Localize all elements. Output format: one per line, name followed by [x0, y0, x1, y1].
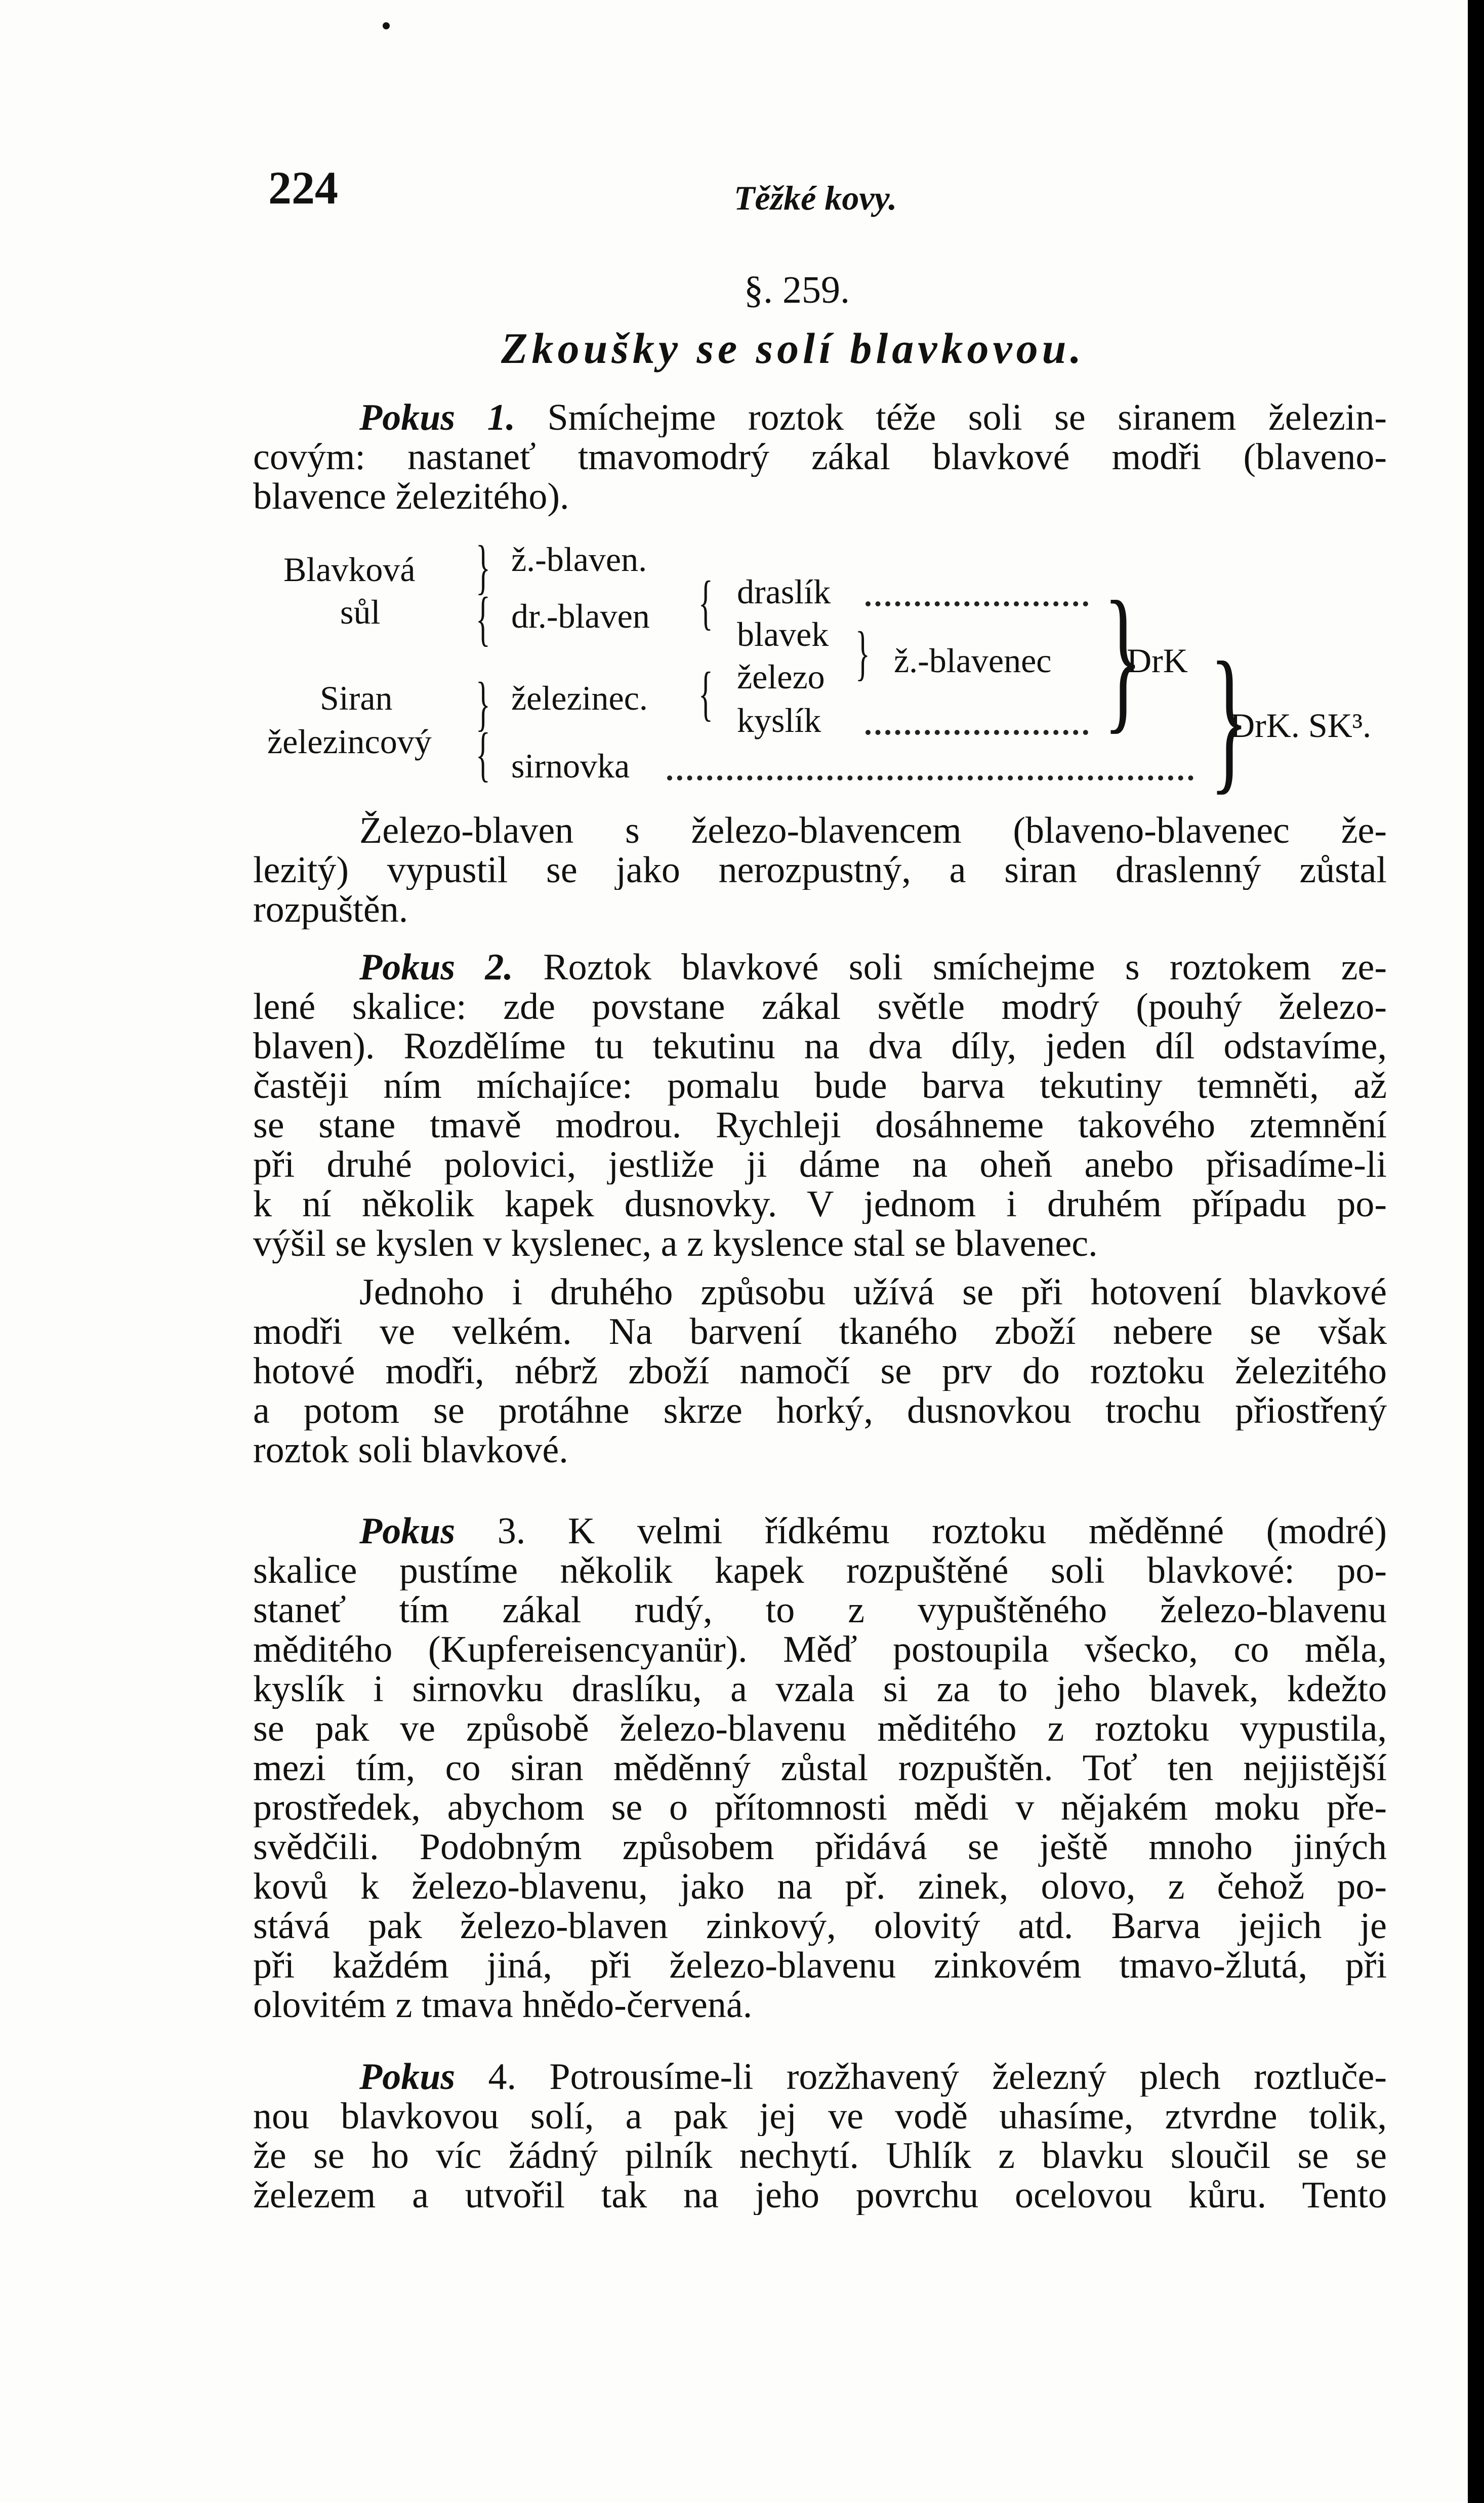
paragraph-line: nou blavkovou solí, a pak jej ve vodě uhasíme, ztvrdne tolik,	[253, 2097, 1387, 2136]
diagram-f1: DrK	[1127, 641, 1188, 680]
diagram-explanation	[253, 811, 1387, 929]
pokus3-label: Pokus	[359, 1511, 456, 1551]
paragraph-line: Pokus 1. Smíchejme roztok téže soli se siranem železin-	[359, 398, 1387, 437]
running-title: Těžké kovy.	[734, 179, 897, 217]
paragraph-line: že se ho víc žádný pilník nechytí. Uhlík z blavku sloučil se se	[253, 2136, 1387, 2176]
pokus4-paragraph	[253, 2057, 1387, 2215]
page-number: 224	[268, 162, 338, 214]
brace-5: {	[698, 568, 713, 636]
paragraph-line: Železo-blaven s železo-blavencem (blaveno-blavenec že-	[359, 811, 1387, 850]
pokus2-paragraph	[253, 948, 1387, 1263]
pokus4-label: Pokus	[359, 2057, 456, 2097]
paragraph-line: svědčili. Podobným způsobem přidává se ještě mnoho jiných	[253, 1827, 1387, 1867]
paragraph-line: častěji ním míchajíce: pomalu bude barva tekutiny temněti, až	[253, 1066, 1387, 1105]
dots-row-1	[865, 601, 1088, 606]
paragraph-line: při každém jiná, při železo-blavenu zinkovém tmavo-žlutá, při	[253, 1946, 1387, 1985]
diagram-c3: železinec.	[511, 679, 648, 717]
paragraph-line: modři ve velkém. Na barvení tkaného zboží nebere se však	[253, 1312, 1387, 1351]
paragraph-line: kyslík i sirnovku draslíku, a vzala si za to jeho blavek, kdežto	[253, 1669, 1387, 1709]
diagram-left-1a: Blavková	[283, 550, 416, 589]
brace-7: }	[855, 619, 870, 686]
paragraph-line: se stane tmavě modrou. Rychleji dosáhneme takového ztemnění	[253, 1105, 1387, 1145]
paragraph-line: k ní několik kapek dusnovky. V jednom i druhém případu po-	[253, 1184, 1387, 1224]
diagram-left-2a: Siran	[320, 679, 393, 717]
diagram-c2: dr.-blaven	[511, 597, 650, 635]
diagram-d4: kyslík	[737, 701, 821, 740]
pokus3-paragraph	[253, 1511, 1387, 2025]
dots-row-3	[667, 775, 1193, 781]
brace-2: {	[476, 585, 490, 652]
diagram-e1: ž.-blavenec	[894, 641, 1052, 680]
paragraph-line: měditého (Kupfereisencyanür). Měď postoupila všecko, co měla,	[253, 1630, 1387, 1669]
diagram-d2: blavek	[737, 615, 829, 653]
diagram-d1: draslík	[737, 572, 831, 611]
paragraph-line: se pak ve způsobě železo-blavenu měditého z roztoku vypustila,	[253, 1709, 1387, 1748]
diagram-d3: železo	[737, 658, 825, 696]
diagram-left-1b: sůl	[340, 593, 381, 631]
paragraph-line: blaven). Rozdělíme tu tekutinu na dva díly, jeden díl odstavíme,	[253, 1027, 1387, 1066]
pokus2-label: Pokus 2.	[359, 948, 513, 987]
paragraph-line: lené skalice: zde povstane zákal světle modrý (pouhý železo-	[253, 987, 1387, 1027]
brace-6: {	[698, 660, 713, 727]
paragraph-line: covým: nastaneť tmavomodrý zákal blavkové modři (blaveno-	[253, 437, 1387, 477]
brace-4: {	[476, 720, 490, 788]
diagram-g1: DrK. SK³.	[1230, 706, 1372, 745]
paragraph-line: Pokus 2. Roztok blavkové soli smíchejme s roztokem ze-	[359, 948, 1387, 987]
pokus1-paragraph	[253, 398, 1387, 516]
diagram-c4: sirnovka	[511, 747, 630, 785]
brace-1: }	[476, 533, 490, 600]
section-number: §. 259.	[744, 269, 850, 311]
brace-9: }	[1210, 629, 1249, 808]
paragraph-line: výšil se kyslen v kyslenec, a z kyslence stal se blavenec.	[253, 1224, 1098, 1263]
paragraph-line: mezi tím, co siran měděnný zůstal rozpuštěn. Toť ten nejjistější	[253, 1748, 1387, 1788]
paragraph-line: prostředek, abychom se o přítomnosti mědi v nějakém moku pře-	[253, 1788, 1387, 1827]
paragraph-line: Pokus 3. K velmi řídkému roztoku měděnné (modré)	[359, 1511, 1387, 1551]
paragraph-line: Jednoho i druhého způsobu užívá se při hotovení blavkové	[359, 1273, 1387, 1312]
paragraph-line: skalice pustíme několik kapek rozpuštěné soli blavkové: po-	[253, 1551, 1387, 1590]
paragraph-line: rozpuštěn.	[253, 890, 408, 929]
paragraph-line: staneť tím zákal rudý, to z vypuštěného železo-blavenu	[253, 1590, 1387, 1630]
paragraph-line: při druhé polovici, jestliže ji dáme na oheň anebo přisadíme-li	[253, 1145, 1387, 1184]
paragraph-line: Pokus 4. Potrousíme-li rozžhavený železný plech roztluče-	[359, 2057, 1387, 2097]
dots-row-2	[865, 730, 1088, 735]
paragraph-line: roztok soli blavkové.	[253, 1430, 568, 1470]
paragraph-line: železem a utvořil tak na jeho povrchu ocelovou kůru. Tento	[253, 2176, 1387, 2215]
paragraph-line: a potom se protáhne skrze horký, dusnovkou trochu přiostřený	[253, 1391, 1387, 1430]
brace-3: }	[476, 670, 490, 737]
scan-speck	[383, 22, 390, 29]
paragraph-line: blavence železitého).	[253, 477, 569, 516]
paragraph-line: hotové modři, nébrž zboží namočí se prv do roztoku železitého	[253, 1351, 1387, 1391]
section-title: Zkoušky se solí blavkovou.	[501, 324, 1085, 373]
brace-8: }	[1103, 568, 1142, 748]
diagram-c1: ž.-blaven.	[511, 540, 647, 579]
paragraph-line: olovitém z tmava hnědo-červená.	[253, 1985, 753, 2025]
pokus1-label: Pokus 1.	[359, 398, 516, 437]
paragraph-line: kovů k železo-blavenu, jako na př. zinek, olovo, z čehož po-	[253, 1867, 1387, 1906]
paragraph-line: stává pak železo-blaven zinkový, olovitý atd. Barva jejich je	[253, 1906, 1387, 1946]
jednoho-paragraph	[253, 1273, 1387, 1470]
paragraph-line: lezitý) vypustil se jako nerozpustný, a siran draslenný zůstal	[253, 850, 1387, 890]
diagram-left-2b: železincový	[267, 722, 432, 761]
